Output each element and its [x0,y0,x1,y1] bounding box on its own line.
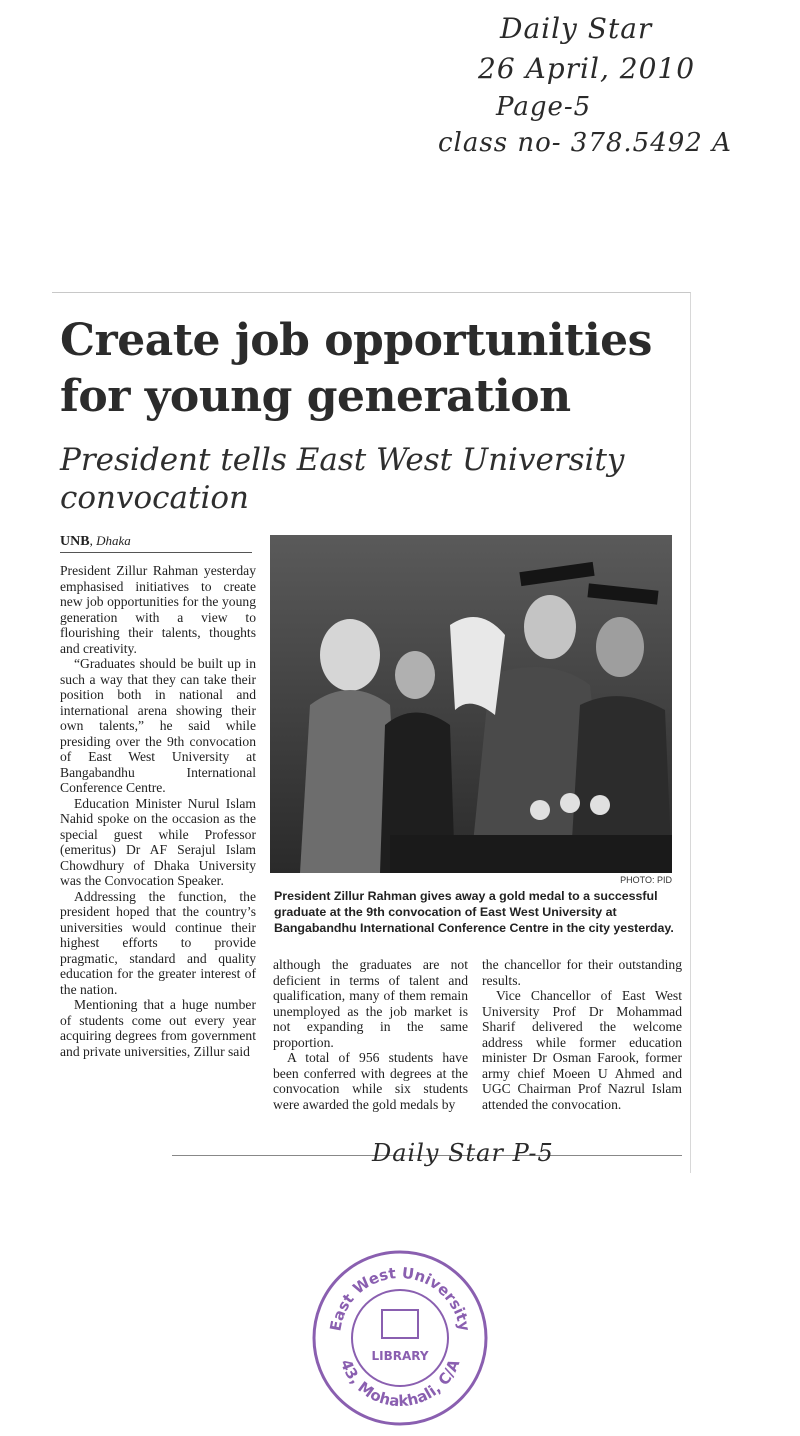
article-subheadline: President tells East West University convocation [60,442,625,516]
paragraph: the chancellor for their outstanding results. [482,957,682,988]
newspaper-clipping [52,292,691,1173]
handwritten-note-line2: 26 April, 2010 [478,52,696,85]
paragraph: “Graduates should be built up in such a way that they can take their position both in national and international arena showing their own talents,” he said while presiding over the 9th convocation of East West University at Bangabandhu International Conference Centre. [60,656,256,795]
stamp-top-text: East West University [326,1263,474,1333]
byline-source: UNB [60,534,90,549]
article-column-1 [60,563,256,1059]
stamp-center-text: LIBRARY [371,1349,429,1363]
byline: UNB, Dhaka [60,533,131,549]
article-column-3 [482,957,682,1112]
handwritten-note-line3: Page-5 [496,92,592,122]
paragraph: Education Minister Nurul Islam Nahid spoke on the occasion as the special guest while Professor (emeritus) Dr AF Serajul Islam Chowdhury of Dhaka University was the Convocation Speaker. [60,795,256,888]
photo-illustration [270,535,672,873]
paragraph: A total of 956 students have been conferred with degrees at the convocation while six students were awarded the gold medals by [273,1050,468,1112]
paragraph: Addressing the function, the president hoped that the country’s universities would continue their highest efforts to provide pragmatic, standard and quality education for the greater interest of the nation. [60,888,256,997]
paragraph: Vice Chancellor of East West University Prof Dr Mohammad Sharif delivered the welcome address while former education minister Dr Osman Farook, former army chief Moeen U Ahmed and UGC Chairman Prof Nazrul Islam attended the convocation. [482,988,682,1112]
article-headline: Create job opportunities for young generation [60,315,652,422]
paragraph: although the graduates are not deficient in terms of talent and qualification, many of them remain unemployed as the job market is not expanding in the same proportion. [273,957,468,1050]
convocation-photo [270,535,672,873]
photo-credit: PHOTO: PID [620,875,672,885]
stamp-bottom-text: 43, Mohakhali, C/A [336,1356,464,1411]
paragraph: President Zillur Rahman yesterday emphasised initiatives to create new job opportunities for the young generation with a view to flourishing their talents, thoughts and creativity. [60,563,256,656]
article-column-2 [273,957,468,1112]
handwritten-note-line1: Daily Star [500,12,653,45]
handwritten-note-line4: class no- 378.5492 A [438,128,732,158]
byline-rule [60,552,252,553]
handwritten-footer-note: Daily Star P-5 [372,1139,554,1167]
paragraph: Mentioning that a huge number of students come out every year acquiring degrees from government and private universities, Zillur said [60,997,256,1059]
byline-place: Dhaka [96,533,131,548]
library-stamp [310,1248,490,1428]
book-icon [382,1310,418,1338]
photo-caption: President Zillur Rahman gives away a gold medal to a successful graduate at the 9th convocation of East West University at Bangabandhu International Conference Centre in the city yesterday. [274,889,674,935]
